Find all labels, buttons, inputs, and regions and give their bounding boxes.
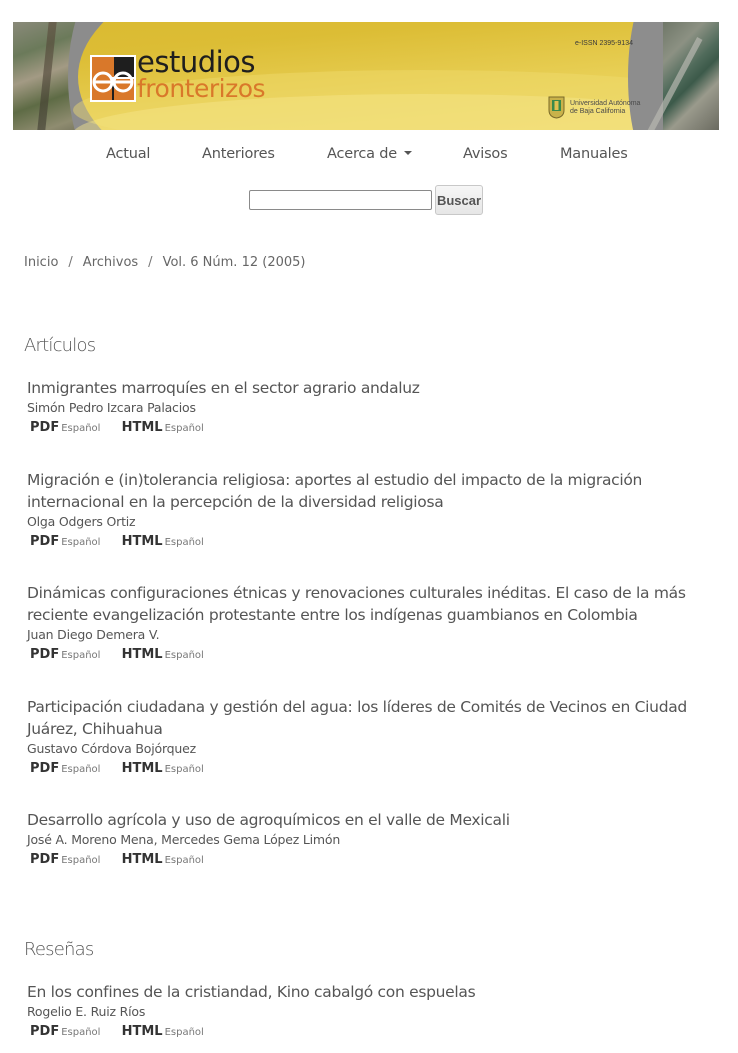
galley-html-button[interactable] (122, 647, 204, 662)
galley-pdf-button[interactable] (30, 647, 100, 662)
nav-item-manuales[interactable]: Manuales (560, 146, 628, 162)
galley-label: HTML (121, 420, 163, 435)
article-title-link[interactable]: Desarrollo agrícola y uso de agroquímicos en el valle de Mexicali (27, 811, 510, 829)
galley-language: Español (61, 1027, 101, 1038)
article-item (27, 582, 717, 665)
nav-item-acerca-de-label: Acerca de (327, 146, 397, 162)
galley-links (27, 420, 717, 438)
galley-language: Español (61, 650, 101, 661)
galley-html-button[interactable] (122, 534, 204, 549)
university-name (570, 100, 640, 116)
galley-language: Español (61, 764, 101, 775)
article-item (27, 377, 717, 438)
galley-language: Español (164, 650, 204, 661)
article-item (27, 469, 717, 552)
nav-item-actual[interactable]: Actual (106, 146, 151, 162)
journal-logo-emblem-icon (90, 55, 136, 102)
logo-text-fronterizos: fronterizos (137, 74, 266, 103)
section-title-articulos: Artículos (24, 335, 96, 356)
galley-pdf-button[interactable] (30, 852, 100, 867)
article-authors: Juan Diego Demera V. (27, 627, 160, 642)
university-name-line2: de Baja California (570, 108, 626, 115)
search-button[interactable]: Buscar (435, 185, 483, 215)
university-shield-icon (548, 96, 565, 119)
article-item (27, 696, 717, 779)
galley-label: HTML (121, 1024, 163, 1039)
article-authors: Gustavo Córdova Bojórquez (27, 741, 196, 756)
journal-banner[interactable] (13, 22, 719, 130)
issn-label: e-ISSN 2395-9134 (575, 40, 633, 47)
galley-links (27, 852, 717, 870)
caret-down-icon (404, 151, 412, 155)
galley-links (27, 647, 717, 665)
article-authors: Simón Pedro Izcara Palacios (27, 400, 196, 415)
galley-label: HTML (121, 647, 163, 662)
article-title-link[interactable]: Migración e (in)tolerancia religiosa: aportes al estudio del impacto de la migración internacional en la percepción de la diversidad religiosa (27, 471, 643, 511)
galley-label: HTML (121, 852, 163, 867)
galley-label: PDF (30, 852, 60, 867)
galley-label: PDF (30, 761, 60, 776)
galley-pdf-button[interactable] (30, 761, 100, 776)
galley-language: Español (61, 855, 101, 866)
article-title-link[interactable]: En los confines de la cristiandad, Kino cabalgó con espuelas (27, 983, 476, 1001)
border-photo-right (663, 22, 719, 130)
nav-item-acerca-de[interactable] (327, 146, 412, 162)
galley-links (27, 534, 717, 552)
galley-html-button[interactable] (122, 761, 204, 776)
galley-html-button[interactable] (122, 420, 204, 435)
nav-item-anteriores[interactable]: Anteriores (202, 146, 275, 162)
breadcrumb-inicio[interactable]: Inicio (24, 255, 59, 270)
galley-pdf-button[interactable] (30, 534, 100, 549)
galley-pdf-button[interactable] (30, 1024, 100, 1039)
breadcrumb-separator: / (148, 255, 153, 270)
galley-label: PDF (30, 647, 60, 662)
galley-language: Español (164, 537, 204, 548)
galley-language: Español (164, 855, 204, 866)
article-item (27, 981, 717, 1042)
section-title-resenas: Reseñas (24, 939, 94, 960)
search-input[interactable] (249, 190, 432, 210)
article-authors: José A. Moreno Mena, Mercedes Gema López Limón (27, 832, 341, 847)
article-item (27, 809, 717, 870)
breadcrumb-current: Vol. 6 Núm. 12 (2005) (162, 255, 306, 270)
logo-text-estudios: estudios (137, 45, 256, 79)
galley-links (27, 1024, 717, 1042)
galley-language: Español (61, 537, 101, 548)
galley-html-button[interactable] (122, 1024, 204, 1039)
article-title-link[interactable]: Inmigrantes marroquíes en el sector agrario andaluz (27, 379, 420, 397)
galley-language: Español (164, 1027, 204, 1038)
galley-language: Español (164, 764, 204, 775)
galley-html-button[interactable] (122, 852, 204, 867)
article-authors: Olga Odgers Ortiz (27, 514, 136, 529)
galley-links (27, 761, 717, 779)
galley-pdf-button[interactable] (30, 420, 100, 435)
galley-label: HTML (121, 534, 163, 549)
nav-item-avisos[interactable]: Avisos (463, 146, 508, 162)
article-authors: Rogelio E. Ruiz Ríos (27, 1004, 146, 1019)
galley-label: PDF (30, 534, 60, 549)
galley-label: HTML (121, 761, 163, 776)
article-title-link[interactable]: Participación ciudadana y gestión del agua: los líderes de Comités de Vecinos en Ciudad Juárez, Chihuahua (27, 698, 687, 738)
galley-language: Español (61, 423, 101, 434)
article-title-link[interactable]: Dinámicas configuraciones étnicas y renovaciones culturales inéditas. El caso de la más reciente evangelización protestante entre los indígenas guambianos en Colombia (27, 584, 686, 624)
breadcrumb (24, 255, 305, 270)
breadcrumb-separator: / (68, 255, 73, 270)
galley-label: PDF (30, 420, 60, 435)
main-nav (0, 146, 738, 168)
galley-language: Español (164, 423, 204, 434)
breadcrumb-archivos[interactable]: Archivos (82, 255, 139, 270)
university-name-line1: Universidad Autónoma (570, 100, 641, 107)
galley-label: PDF (30, 1024, 60, 1039)
